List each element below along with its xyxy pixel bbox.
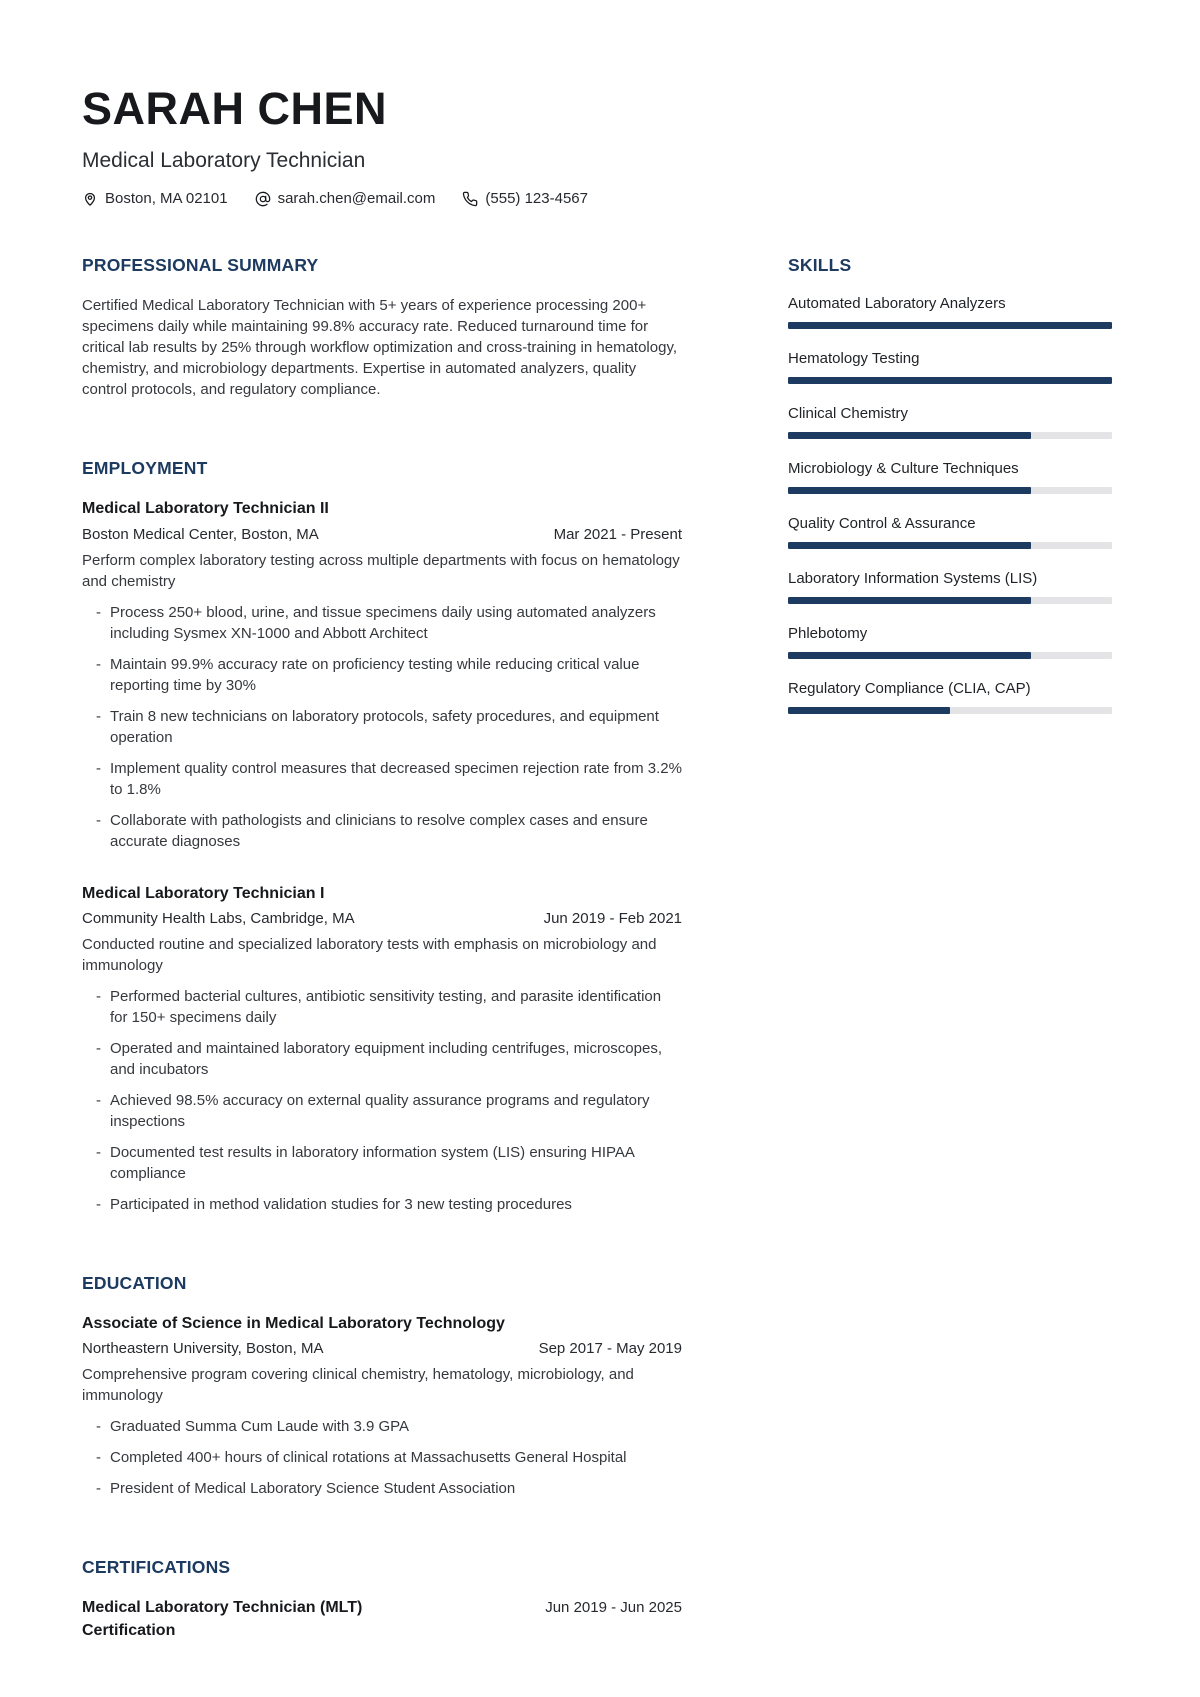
bullet-item (82, 1194, 682, 1215)
entry-organization: Northeastern University, Boston, MA (82, 1340, 324, 1358)
certifications-heading: CERTIFICATIONS (82, 1557, 231, 1578)
bullet-item (82, 986, 682, 1028)
skill-label: Clinical Chemistry (788, 405, 909, 423)
summary-heading: PROFESSIONAL SUMMARY (82, 255, 319, 276)
skills-container (788, 295, 1112, 714)
entry-dates: Mar 2021 - Present (553, 525, 682, 543)
sidebar-column (788, 255, 1112, 1697)
skill-label: Automated Laboratory Analyzers (788, 295, 1006, 313)
bullet-text: Performed bacterial cultures, antibiotic sensitivity testing, and parasite identification for 150+ specimens daily (110, 988, 662, 1027)
skills-section (788, 255, 1112, 714)
skill-bar-fill (788, 542, 1031, 549)
skill-bar-fill (788, 707, 950, 714)
bullet-dash-icon: - (96, 1144, 101, 1162)
bullet-item (82, 1416, 682, 1437)
experience-entry (82, 498, 682, 851)
skill-bar-fill (788, 652, 1031, 659)
skill-label: Quality Control & Assurance (788, 515, 976, 533)
certification-title: Medical Laboratory Technician (MLT) Certification (82, 1599, 363, 1639)
entry-dates: Sep 2017 - May 2019 (538, 1340, 682, 1358)
bullet-dash-icon: - (96, 1480, 101, 1498)
contact-location-text: Boston, MA 02101 (105, 190, 228, 208)
education-section (82, 1273, 682, 1499)
bullet-text: Maintain 99.9% accuracy rate on proficiency testing while reducing critical value reporting time by 30% (110, 655, 640, 694)
main-column (82, 255, 682, 1697)
skill-bar-track (788, 597, 1112, 604)
skill-bar-track (788, 487, 1112, 494)
bullet-text: Collaborate with pathologists and clinicians to resolve complex cases and ensure accurate diagnoses (110, 811, 648, 850)
certifications-container (82, 1597, 682, 1642)
entry-title: Medical Laboratory Technician I (82, 884, 325, 902)
bullet-text: Graduated Summa Cum Laude with 3.9 GPA (110, 1418, 410, 1436)
at-sign-icon (255, 191, 271, 207)
bullet-item (82, 654, 682, 696)
entry-description: Conducted routine and specialized laboratory tests with emphasis on microbiology and immunology (82, 936, 657, 975)
experience-entry (82, 1313, 682, 1499)
bullet-dash-icon: - (96, 655, 101, 673)
skill-item (788, 625, 1112, 659)
bullet-text: President of Medical Laboratory Science Student Association (110, 1480, 516, 1498)
resume-header (82, 85, 1112, 207)
bullet-dash-icon: - (96, 1196, 101, 1214)
entry-meta (82, 526, 682, 543)
bullet-dash-icon: - (96, 759, 101, 777)
employment-section (82, 458, 682, 1215)
bullet-text: Participated in method validation studies for 3 new testing procedures (110, 1196, 572, 1214)
entry-organization: Boston Medical Center, Boston, MA (82, 525, 319, 543)
skill-label: Hematology Testing (788, 350, 920, 368)
bullet-dash-icon: - (96, 1040, 101, 1058)
skill-bar-fill (788, 377, 1112, 384)
certification-row (82, 1597, 682, 1642)
certification-entry (82, 1597, 682, 1642)
bullet-text: Operated and maintained laboratory equipment including centrifuges, microscopes, and incubators (110, 1040, 662, 1079)
skill-item (788, 570, 1112, 604)
contact-email (255, 190, 436, 207)
skill-bar-track (788, 432, 1112, 439)
bullet-dash-icon: - (96, 707, 101, 725)
skill-bar-fill (788, 597, 1031, 604)
bullet-dash-icon: - (96, 1092, 101, 1110)
bullet-item (82, 1038, 682, 1080)
bullet-text: Process 250+ blood, urine, and tissue specimens daily using automated analyzers including Sysmex XN-1000 and Abbott Architect (110, 603, 656, 642)
skill-label: Regulatory Compliance (CLIA, CAP) (788, 680, 1031, 698)
contact-email-text: sarah.chen@email.com (277, 190, 436, 208)
experience-entry (82, 883, 682, 1215)
skill-bar-track (788, 652, 1112, 659)
skills-heading: SKILLS (788, 255, 852, 276)
entry-dates: Jun 2019 - Feb 2021 (543, 910, 682, 928)
skill-bar-fill (788, 432, 1031, 439)
bullet-text: Train 8 new technicians on laboratory protocols, safety procedures, and equipment operation (110, 707, 659, 746)
bullet-text: Completed 400+ hours of clinical rotations at Massachusetts General Hospital (110, 1449, 627, 1467)
bullet-dash-icon: - (96, 988, 101, 1006)
bullet-item (82, 1447, 682, 1468)
skill-bar-track (788, 542, 1112, 549)
entry-bullets (82, 1416, 682, 1499)
certification-dates: Jun 2019 - Jun 2025 (545, 1599, 682, 1617)
skill-item (788, 515, 1112, 549)
entry-meta (82, 910, 682, 927)
location-pin-icon (82, 191, 98, 207)
skill-label: Phlebotomy (788, 625, 868, 643)
bullet-item (82, 602, 682, 644)
education-container (82, 1313, 682, 1499)
person-job-title: Medical Laboratory Technician (82, 149, 366, 173)
bullet-item (82, 1090, 682, 1132)
skill-item (788, 680, 1112, 714)
education-heading: EDUCATION (82, 1273, 187, 1294)
skill-item (788, 405, 1112, 439)
bullet-item (82, 1142, 682, 1184)
contact-row (82, 190, 1112, 207)
skill-bar-track (788, 322, 1112, 329)
skill-item (788, 350, 1112, 384)
resume-body (82, 255, 1112, 1697)
skill-bar-fill (788, 487, 1031, 494)
bullet-text: Achieved 98.5% accuracy on external quality assurance programs and regulatory inspections (110, 1092, 650, 1131)
contact-location (82, 190, 228, 207)
summary-section (82, 255, 682, 400)
jobs-container (82, 498, 682, 1215)
entry-organization: Community Health Labs, Cambridge, MA (82, 910, 355, 928)
bullet-dash-icon: - (96, 603, 101, 621)
bullet-dash-icon: - (96, 1449, 101, 1467)
skill-bar-track (788, 377, 1112, 384)
bullet-text: Documented test results in laboratory information system (LIS) ensuring HIPAA compliance (110, 1144, 635, 1183)
bullet-text: Implement quality control measures that decreased specimen rejection rate from 3.2% to 1.8% (110, 759, 682, 798)
certifications-section (82, 1557, 682, 1642)
bullet-item (82, 810, 682, 852)
contact-phone-text: (555) 123-4567 (485, 190, 588, 208)
employment-heading: EMPLOYMENT (82, 458, 208, 479)
entry-description: Perform complex laboratory testing across multiple departments with focus on hematology and chemistry (82, 551, 680, 590)
skill-item (788, 460, 1112, 494)
bullet-item (82, 706, 682, 748)
bullet-dash-icon: - (96, 1418, 101, 1436)
skill-bar-track (788, 707, 1112, 714)
entry-bullets (82, 602, 682, 852)
entry-meta (82, 1340, 682, 1357)
bullet-dash-icon: - (96, 811, 101, 829)
skill-label: Laboratory Information Systems (LIS) (788, 570, 1038, 588)
skill-item (788, 295, 1112, 329)
entry-title: Associate of Science in Medical Laboratory Technology (82, 1315, 505, 1333)
contact-phone (462, 190, 588, 207)
bullet-item (82, 758, 682, 800)
skill-label: Microbiology & Culture Techniques (788, 460, 1019, 478)
skill-bar-fill (788, 322, 1112, 329)
summary-text: Certified Medical Laboratory Technician with 5+ years of experience processing 200+ specimens daily while maintaining 99.8% accuracy rate. Reduced turnaround time for critical lab results by 25% through workflow optimization and cross-training in hematology, chemistry, and microbiology departments. Expertise in automated analyzers, quality control protocols, and regulatory compliance. (82, 297, 677, 399)
entry-title: Medical Laboratory Technician II (82, 500, 329, 518)
entry-bullets (82, 986, 682, 1215)
person-name: SARAH CHEN (82, 83, 388, 134)
entry-description: Comprehensive program covering clinical chemistry, hematology, microbiology, and immunology (82, 1366, 634, 1405)
bullet-item (82, 1478, 682, 1499)
phone-icon (462, 191, 478, 207)
